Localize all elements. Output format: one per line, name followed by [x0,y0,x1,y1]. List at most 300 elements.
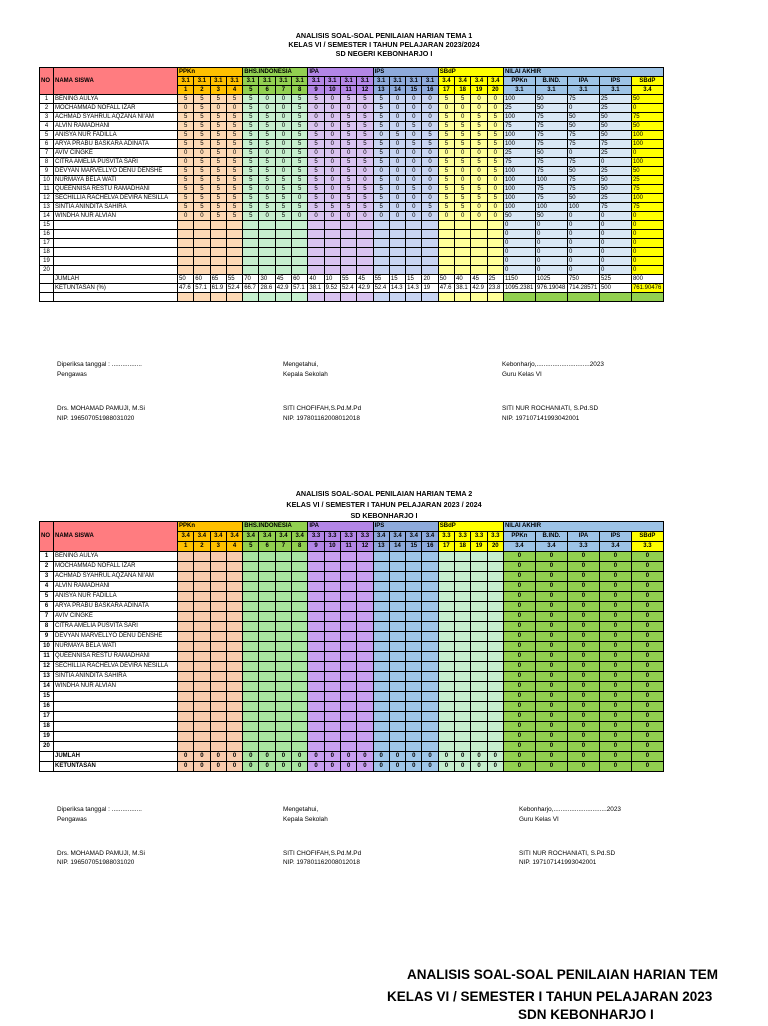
final-score: 0 [567,239,599,248]
score-cell: 5 [471,140,487,149]
final-score: 0 [631,582,663,592]
row-no: 8 [40,158,54,167]
score-cell: 0 [455,167,471,176]
score-cell: 5 [406,140,422,149]
final-score: 75 [567,95,599,104]
final-score: 50 [567,194,599,203]
score-cell [487,582,503,592]
ketuntasan-cell: 0 [259,762,275,772]
question-number: 17 [438,86,454,95]
score-cell [389,239,405,248]
final-score: 100 [503,185,535,194]
kepsek-name-2: SITI CHOFIFAH,S.Pd.M.Pd [283,850,362,857]
question-number: 2 [194,86,210,95]
score-cell: 0 [324,185,340,194]
pengawas-name-2: Drs. MOHAMAD PAMUJI, M.Si [57,850,145,857]
score-cell: 0 [324,158,340,167]
final-score: 50 [535,212,567,221]
score-cell: 5 [210,140,226,149]
score-cell: 0 [487,122,503,131]
score-cell: 5 [178,185,194,194]
ketuntasan-cell: 14.3 [406,284,422,293]
score-cell [357,592,373,602]
ketuntasan-cell: 14.3 [389,284,405,293]
score-cell [487,562,503,572]
final-score: 0 [567,692,599,702]
score-cell [471,230,487,239]
score-cell: 0 [406,167,422,176]
score-cell [340,622,356,632]
score-cell [243,692,259,702]
score-cell [259,652,275,662]
score-cell [373,592,389,602]
student-name: DEVYAN MARVELLYO DENU DENSHE [54,632,178,642]
score-cell [340,682,356,692]
score-cell [455,257,471,266]
score-cell: 0 [308,212,324,221]
final-score: 0 [631,552,663,562]
score-cell: 0 [324,149,340,158]
score-cell [357,682,373,692]
score-cell [406,612,422,622]
final-score: 0 [631,572,663,582]
score-cell: 5 [373,203,389,212]
kd-cell: 3.4 [210,532,226,542]
final-score: 0 [599,642,631,652]
score-cell [471,662,487,672]
guru-nip: NIP. 197107141993042001 [502,415,580,422]
jumlah-label: JUMLAH [54,752,178,762]
score-cell: 0 [422,95,438,104]
score-cell [357,230,373,239]
score-cell: 5 [406,185,422,194]
final-score: 50 [599,185,631,194]
final-score: 0 [535,622,567,632]
score-cell [389,652,405,662]
final-score: 0 [503,239,535,248]
grade-table-tema-2 [39,521,664,772]
table-row [40,712,664,722]
score-cell: 5 [357,185,373,194]
score-cell: 5 [275,185,291,194]
score-cell [275,722,291,732]
table-row [40,722,664,732]
score-cell [275,642,291,652]
final-score: 75 [631,185,663,194]
final-score: 100 [503,131,535,140]
score-cell [308,230,324,239]
table-row [40,95,664,104]
final-score: 0 [599,239,631,248]
score-cell [194,702,210,712]
score-cell [422,692,438,702]
score-cell: 5 [340,95,356,104]
table-row [40,158,664,167]
final-score: 100 [503,95,535,104]
jumlah-final: 0 [503,752,535,762]
title-line-3: SD NEGERI KEBONHARJO I [335,49,433,58]
score-cell: 5 [210,131,226,140]
score-cell [275,239,291,248]
final-score: 25 [503,104,535,113]
score-cell: 5 [487,113,503,122]
trailing-cell [535,293,567,302]
question-number: 9 [308,86,324,95]
score-cell [324,221,340,230]
final-score: 0 [503,552,535,562]
final-score: 0 [503,602,535,612]
student-name [54,732,178,742]
score-cell [357,221,373,230]
row-no: 11 [40,185,54,194]
score-cell: 0 [308,104,324,113]
ketuntasan-cell: 0 [471,762,487,772]
score-cell: 0 [340,212,356,221]
final-score: 0 [535,632,567,642]
score-cell: 0 [471,95,487,104]
score-cell [324,572,340,582]
kd-cell: 3.4 [178,532,194,542]
score-cell [292,582,308,592]
score-cell: 0 [471,176,487,185]
score-cell [340,642,356,652]
diperiksa-label-2: Diperiksa tanggal : ................. [57,806,142,813]
score-cell [243,221,259,230]
score-cell: 5 [210,176,226,185]
score-cell [178,552,194,562]
score-cell: 5 [292,104,308,113]
score-cell: 0 [373,167,389,176]
row-no: 17 [40,239,54,248]
score-cell [389,692,405,702]
final-score: 0 [503,682,535,692]
score-cell [455,732,471,742]
score-cell [406,230,422,239]
final-score: 50 [535,95,567,104]
student-name: WINDHA NUR ALVIAN [54,682,178,692]
final-score: 0 [631,230,663,239]
score-cell [487,702,503,712]
row-no: 5 [40,592,54,602]
score-cell: 5 [308,140,324,149]
score-cell [389,642,405,652]
score-cell [210,672,226,682]
score-cell [243,248,259,257]
score-cell [340,582,356,592]
kd-cell: 3.4 [226,532,242,542]
final-score: 0 [535,582,567,592]
score-cell [422,712,438,722]
question-number: 3 [210,542,226,552]
score-cell [194,602,210,612]
score-cell [178,632,194,642]
score-cell [243,582,259,592]
final-score: 0 [535,732,567,742]
score-cell: 5 [308,185,324,194]
score-cell: 5 [194,158,210,167]
final-score: 0 [631,662,663,672]
score-cell: 0 [324,212,340,221]
score-cell: 5 [422,203,438,212]
trailing-cell [357,293,373,302]
score-cell: 0 [275,113,291,122]
score-cell: 0 [389,167,405,176]
score-cell [438,572,454,582]
score-cell: 5 [357,131,373,140]
table-row [40,562,664,572]
jumlah-label: JUMLAH [54,275,178,284]
student-name: QUEENNISA RESTU RAMADHANI [54,185,178,194]
jumlah-cell: 0 [340,752,356,762]
jumlah-cell: 10 [324,275,340,284]
score-cell: 5 [373,113,389,122]
student-name: MOCHAMMAD NOFALL IZAR [54,562,178,572]
jumlah-cell: 45 [275,275,291,284]
score-cell [292,672,308,682]
jumlah-cell: 0 [373,752,389,762]
score-cell: 5 [178,122,194,131]
score-cell [308,592,324,602]
score-cell [210,632,226,642]
student-name: NURMAYA BELA WATI [54,642,178,652]
score-cell: 5 [292,140,308,149]
subject-header-sbdp: SBdP [438,68,503,77]
question-number: 1 [178,86,194,95]
final-score: 75 [535,140,567,149]
score-cell: 0 [340,104,356,113]
score-cell [471,266,487,275]
score-cell [373,692,389,702]
score-cell [194,257,210,266]
final-score: 0 [567,257,599,266]
score-cell: 0 [389,158,405,167]
jumlah-cell: 55 [226,275,242,284]
score-cell [406,221,422,230]
score-cell [406,732,422,742]
final-score: 0 [631,266,663,275]
score-cell [455,248,471,257]
score-cell: 5 [292,122,308,131]
score-cell [178,712,194,722]
final-score: 0 [599,221,631,230]
score-cell [471,632,487,642]
score-cell [357,612,373,622]
score-cell: 5 [194,194,210,203]
score-cell [422,266,438,275]
ketuntasan-cell: 9.52 [324,284,340,293]
jumlah-cell: 40 [308,275,324,284]
student-name [54,712,178,722]
score-cell [308,652,324,662]
score-cell [324,257,340,266]
score-cell [389,582,405,592]
score-cell [373,722,389,732]
score-cell: 0 [389,95,405,104]
score-cell [406,248,422,257]
score-cell [357,239,373,248]
final-score: 0 [503,230,535,239]
score-cell: 0 [389,194,405,203]
score-cell [389,712,405,722]
trailing-cell [631,293,663,302]
score-cell [455,612,471,622]
question-number: 1 [178,542,194,552]
row-no: 1 [40,552,54,562]
jumlah-cell: 0 [275,752,291,762]
final-subject-header: IPA [567,532,599,542]
final-score: 0 [567,230,599,239]
score-cell: 0 [324,131,340,140]
score-cell: 5 [324,203,340,212]
score-cell [373,221,389,230]
final-score: 0 [535,257,567,266]
score-cell [178,230,194,239]
trailing-cell [455,293,471,302]
final-kd: 3.1 [535,86,567,95]
question-number: 12 [357,86,373,95]
score-cell: 5 [340,122,356,131]
score-cell: 0 [389,140,405,149]
score-cell [210,248,226,257]
ketuntasan-cell: 66.7 [243,284,259,293]
score-cell [226,562,242,572]
score-cell: 0 [438,104,454,113]
score-cell: 5 [455,194,471,203]
final-score: 0 [535,672,567,682]
final-subject-header: PPKn [503,532,535,542]
final-score: 0 [631,642,663,652]
score-cell [226,602,242,612]
score-cell [373,562,389,572]
score-cell [194,582,210,592]
score-cell [340,742,356,752]
final-subject-header: IPS [599,532,631,542]
score-cell: 5 [292,158,308,167]
score-cell: 5 [373,149,389,158]
score-cell [275,622,291,632]
score-cell [178,702,194,712]
score-cell [275,652,291,662]
ketuntasan-cell: 0 [210,762,226,772]
score-cell [194,562,210,572]
ketuntasan-cell: 0 [292,762,308,772]
score-cell [275,712,291,722]
score-cell [406,592,422,602]
score-cell: 5 [471,158,487,167]
score-cell [438,248,454,257]
score-cell: 5 [438,131,454,140]
jumlah-cell: 60 [194,275,210,284]
final-score: 0 [599,662,631,672]
final-subject-header: SBdP [631,532,663,542]
score-cell [178,592,194,602]
score-cell [243,672,259,682]
score-cell: 0 [259,95,275,104]
final-score: 0 [567,212,599,221]
ketuntasan-label: KETUNTASAN [54,762,178,772]
score-cell [194,692,210,702]
score-cell [308,732,324,742]
final-score: 75 [535,158,567,167]
trailing-cell [487,293,503,302]
score-cell: 0 [178,212,194,221]
final-score: 0 [535,712,567,722]
student-name [54,257,178,266]
kepsek-label-2: Kepala Sekolah [283,816,328,823]
score-cell [292,248,308,257]
jumlah-final: 1025 [535,275,567,284]
score-cell: 0 [178,149,194,158]
score-cell: 5 [340,203,356,212]
score-cell: 5 [178,176,194,185]
final-kd: 3.3 [631,542,663,552]
question-number: 15 [406,542,422,552]
score-cell [259,662,275,672]
score-cell [455,702,471,712]
score-cell [357,248,373,257]
final-score: 100 [503,176,535,185]
score-cell [487,612,503,622]
score-cell [455,682,471,692]
final-score: 0 [631,257,663,266]
score-cell: 5 [487,167,503,176]
final-score: 0 [567,662,599,672]
score-cell [194,632,210,642]
score-cell [243,652,259,662]
kd-cell: 3.4 [373,532,389,542]
score-cell [487,221,503,230]
score-cell: 5 [226,194,242,203]
score-cell [210,622,226,632]
score-cell [210,692,226,702]
score-cell [194,552,210,562]
jumlah-cell: 45 [471,275,487,284]
score-cell: 0 [324,95,340,104]
final-score: 0 [631,562,663,572]
score-cell [471,722,487,732]
score-cell [471,221,487,230]
score-cell [406,266,422,275]
final-score: 0 [567,221,599,230]
trailing-cell [226,293,242,302]
score-cell [178,622,194,632]
question-number: 8 [292,542,308,552]
score-cell [210,702,226,712]
final-score: 0 [599,622,631,632]
score-cell [243,562,259,572]
subject-header-ips: IPS [373,522,438,532]
score-cell [471,552,487,562]
score-cell: 0 [389,185,405,194]
score-cell: 0 [406,176,422,185]
score-cell [292,702,308,712]
score-cell [243,592,259,602]
score-cell [438,239,454,248]
mengetahui-label: Mengetahui, [283,361,319,368]
score-cell: 0 [357,167,373,176]
score-cell: 0 [438,149,454,158]
score-cell: 0 [178,158,194,167]
jumlah-cell: 0 [210,752,226,762]
table-row [40,632,664,642]
kd-cell: 3.1 [324,77,340,86]
row-no: 7 [40,149,54,158]
score-cell [487,257,503,266]
jumlah-final: 800 [631,275,663,284]
final-score: 0 [567,582,599,592]
student-name: ALVIN RAMADHANI [54,122,178,131]
score-cell: 5 [406,122,422,131]
